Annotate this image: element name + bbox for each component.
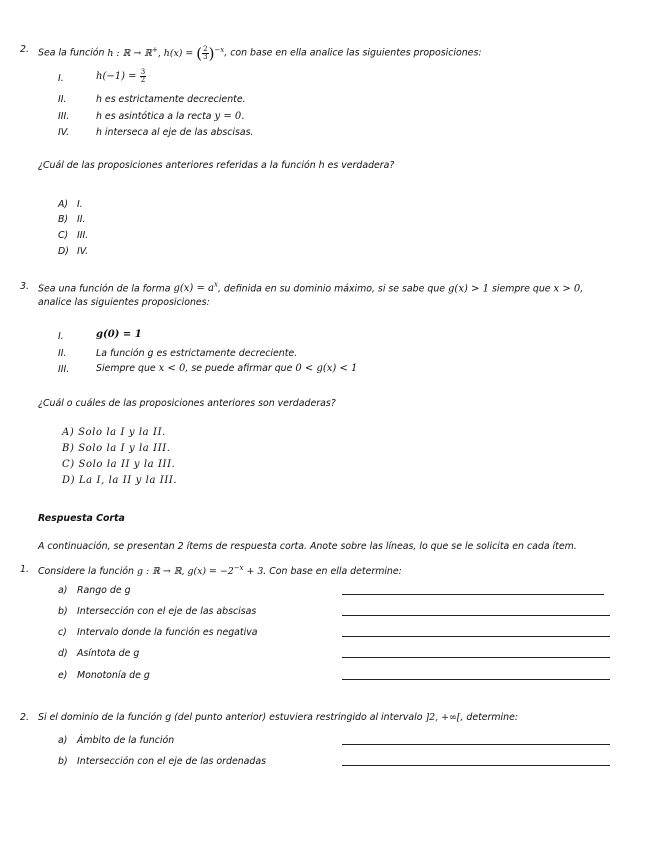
q3-prop-3-math-a: x < 0 (158, 363, 186, 374)
sa-item2-number: 2. (20, 712, 29, 723)
short-answer-heading: Respuesta Corta (38, 513, 125, 524)
q3-line2: analice las siguientes proposiciones: (38, 297, 210, 308)
q3-line1-a: Sea una función de la forma (38, 283, 171, 295)
q3-prop-3 (96, 363, 357, 374)
q2-option-text-c: III. (77, 230, 89, 241)
q2-prop-roman-1: I. (58, 73, 64, 84)
sa-item1-math-text: g : ℝ → ℝ, g(x) = −2 (136, 566, 234, 578)
q3-option-c (62, 459, 175, 470)
sa-item1-part-text-d: Asíntota de g (77, 648, 140, 659)
q3-prop-3-math-b: 0 < g(x) < 1 (295, 363, 358, 374)
q3-option-a (62, 427, 166, 438)
q2-option-text-b: II. (77, 214, 86, 225)
sa-item1-part-letter-e: e) (58, 670, 68, 681)
q3-prop-3-text-a: Siempre que (96, 363, 156, 374)
q3-line1-c: siempre que (491, 283, 551, 295)
q2-option-letter-a: A) (58, 199, 69, 210)
sa-item2-stem (38, 712, 518, 723)
sa-item2-part-text-b: Intersección con el eje de las ordenadas (77, 756, 267, 767)
q2-option-letter-b: B) (58, 214, 69, 225)
q3-option-letter-c: C) (62, 459, 75, 470)
q3-prop-2-text: La función g es estrictamente decreciente. (96, 348, 298, 359)
q2-option-text-a: I. (77, 199, 83, 210)
sa-item1-tail: . Con base en ella determine: (263, 566, 402, 578)
q2-function-def: h : ℝ → ℝ+, h(x) = ( $\frac{2}{3}$ )$^{-x}$ (107, 44, 225, 62)
sa-item2-answer-line-a[interactable] (342, 744, 610, 745)
sa-item2-part-letter-b: b) (58, 756, 68, 767)
sa-item2-part-letter-a: a) (58, 735, 68, 746)
q2-number: 2. (20, 44, 29, 55)
q3-prop-roman-2: II. (58, 348, 67, 359)
q2-prop-1-math: h(−1) = $\frac{3}{2}$ (96, 68, 146, 84)
q2-option-text-d: IV. (77, 246, 89, 257)
q3-line1-m1: $g(x) = a^x$ (173, 281, 218, 295)
q2-option-letter-d: D) (58, 246, 69, 257)
q2-prop-3 (96, 111, 244, 122)
q3-option-d (62, 475, 177, 486)
q2-prop-2-text: h es estrictamente decreciente. (96, 94, 246, 105)
q2-prop-3-text: h es asintótica a la recta (96, 111, 212, 122)
sa-item1-part-text-a: Rango de g (77, 585, 131, 596)
q2-prop-roman-3: III. (58, 111, 70, 122)
q2-intro-tail: , con base en ella analice las siguientes proposiciones: (224, 47, 482, 59)
q3-number: 3. (20, 281, 29, 292)
sa-item1-part-text-e: Monotonía de g (77, 670, 150, 681)
q3-prop-roman-3: III. (58, 364, 70, 375)
short-answer-instructions: A continuación, se presentan 2 ítems de respuesta corta. Anote sobre las líneas, lo que se le solicita en cada ítem. (38, 541, 577, 552)
sa-item1-part-letter-a: a) (58, 585, 68, 596)
sa-item1-part-text-b: Intersección con el eje de las abscisas (77, 606, 257, 617)
q2-option-letter-c: C) (58, 230, 69, 241)
sa-item1-lead: Considere la función (38, 566, 134, 578)
q2-prop-roman-4: IV. (58, 127, 70, 138)
q3-option-text-c: Solo la II y la III. (78, 459, 176, 470)
q3-prop-1-math: g(0) = 1 (96, 329, 142, 340)
q3-option-text-b: Solo la I y la III. (78, 443, 171, 454)
sa-item2-tail: , determine: (460, 712, 519, 723)
sa-item1-part-letter-b: b) (58, 606, 68, 617)
q2-prop-roman-2: II. (58, 94, 67, 105)
q3-prop-roman-1: I. (58, 331, 64, 342)
sa-item1-math: g : ℝ → ℝ, $g(x) = -2^{-x} + 3$ (136, 564, 264, 578)
sa-item1-part-letter-c: c) (58, 627, 67, 638)
q2-intro-lead: Sea la función (38, 47, 105, 59)
sa-item1-answer-line-d[interactable] (342, 657, 610, 658)
q3-option-letter-b: B) (62, 443, 75, 454)
q2-prop-3-math: y = 0. (214, 111, 245, 122)
sa-item2-answer-line-b[interactable] (342, 765, 610, 766)
q3-line1-m1-text: g(x) = a (173, 283, 214, 295)
sa-item1-answer-line-b[interactable] (342, 615, 610, 616)
sa-item1-stem (38, 564, 402, 577)
sa-item1-part-letter-d: d) (58, 648, 68, 659)
sa-item1-number: 1. (20, 564, 29, 575)
q3-prop-3-text-b: , se puede afirmar que (185, 363, 293, 374)
sa-item1-answer-line-c[interactable] (342, 636, 610, 637)
sa-item2-lead: Si el dominio de la función g (del punto anterior) estuviera restringido al intervalo (38, 712, 423, 723)
sa-item1-math-tail: + 3 (243, 566, 264, 578)
sa-item1-answer-line-a[interactable] (342, 594, 604, 595)
q2-prop-4-text: h interseca al eje de las abscisas. (96, 127, 254, 138)
q3-option-text-a: Solo la I y la II. (78, 427, 166, 438)
q3-option-text-d: La I, la II y la III. (78, 475, 178, 486)
sa-item2-math: ]2, +∞[ (425, 712, 461, 723)
q3-option-b (62, 443, 171, 454)
q3-line1-m3: x > 0 (553, 283, 581, 295)
q3-line1 (38, 281, 583, 294)
q3-question: ¿Cuál o cuáles de las proposiciones anteriores son verdaderas? (38, 398, 336, 409)
q3-option-letter-a: A) (62, 427, 75, 438)
q2-question: ¿Cuál de las proposiciones anteriores referidas a la función h es verdadera? (38, 160, 395, 171)
q3-line1-m2: g(x) > 1 (448, 283, 489, 295)
sa-item1-answer-line-e[interactable] (342, 679, 610, 680)
q3-option-letter-d: D) (62, 475, 76, 486)
q3-line1-d: , (580, 283, 584, 295)
sa-item1-part-text-c: Intervalo donde la función es negativa (77, 627, 258, 638)
q2-intro (38, 44, 481, 62)
q3-line1-b: , definida en su dominio máximo, si se sabe que (217, 283, 446, 295)
sa-item2-part-text-a: Ámbito de la función (77, 735, 175, 746)
